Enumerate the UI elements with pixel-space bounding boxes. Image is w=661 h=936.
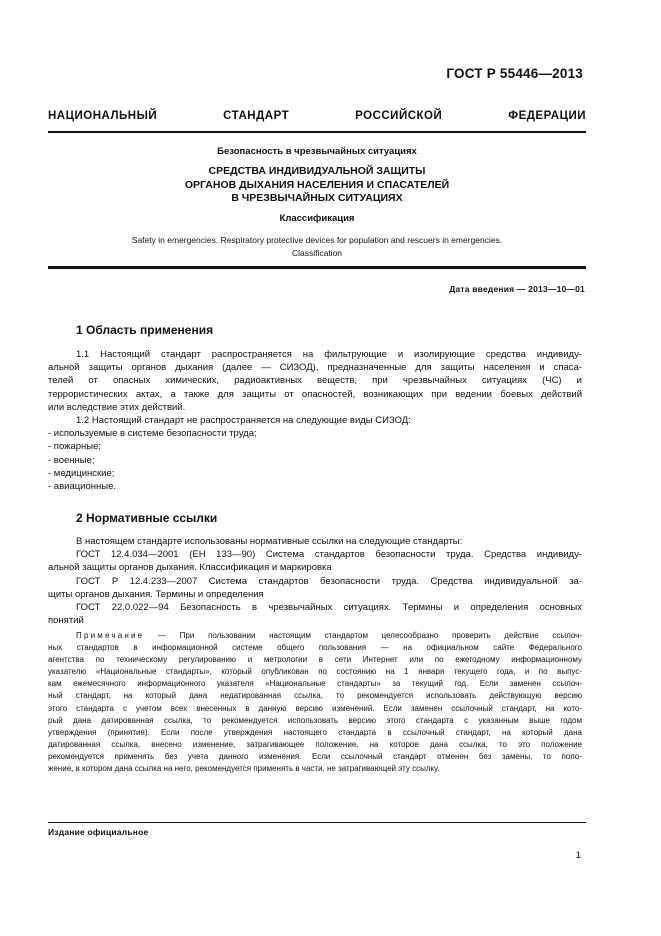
text-line: телей от опасных химических, радиоактивных веществ, при чрезвычайных ситуациях (ЧС) и	[48, 375, 582, 387]
list-item: - военные;	[48, 454, 95, 466]
note-line: ных стандартов в информационной системе общего пользования — на официальном сайте Федерального	[48, 643, 582, 653]
reference-line: понятий	[48, 615, 84, 627]
note-line: датированная ссылка, внесено изменение, затрагивающее положение, на которое дана ссылка, то это положение	[48, 739, 582, 749]
section-2-references	[48, 535, 582, 627]
top-divider	[48, 131, 586, 133]
section-1-heading: 1 Область применения	[76, 323, 214, 337]
reference-line: ГОСТ Р 12.4.233—2007 Система стандартов безопасности труда. Средства индивидуальной за-	[76, 575, 582, 587]
text-line: 1.1 Настоящий стандарт распространяется на фильтрующие и изолирующие средства индивиду-	[76, 349, 582, 360]
section-1-paragraph-1	[48, 348, 582, 414]
note-line: кам ежемесячного информационного указателя «Национальные стандарты» за текущий год. Если заменен ссылоч-	[48, 679, 582, 689]
official-edition-label: Издание официальное	[48, 827, 149, 837]
text-line: или вследствие этих действий.	[48, 401, 186, 413]
text-line: 1.2 Настоящий стандарт не распространяется на следующие виды СИЗОД:	[76, 415, 411, 426]
reference-line: альной защиты органов дыхания. Классификация и маркировка	[48, 562, 332, 574]
section-2-heading: 2 Нормативные ссылки	[76, 511, 218, 525]
note-line: этого стандарта с учетом всех внесенных в данную версию изменений. Если заменен ссылочный стандарт, на кото-	[48, 703, 582, 713]
national-standard-heading: НАЦИОНАЛЬНЫЙ СТАНДАРТ РОССИЙСКОЙ ФЕДЕРАЦИИ	[48, 110, 586, 122]
title-line: СРЕДСТВА ИНДИВИДУАЛЬНОЙ ЗАЩИТЫ	[208, 165, 426, 177]
document-subtitle: Безопасность в чрезвычайных ситуациях	[217, 146, 417, 157]
title-line: ОРГАНОВ ДЫХАНИЯ НАСЕЛЕНИЯ И СПАСАТЕЛЕЙ	[184, 178, 450, 191]
note-line: рый дана датированная ссылка, то рекомендуется использовать версию этого стандарта с указанным выше годом	[48, 715, 582, 725]
text-line: альной защиты органов дыхания (далее — СИЗОД), предназначенные для защиты населения и спаса-	[48, 362, 582, 374]
note-block	[48, 630, 582, 775]
text-line: террористических актах, а также для защиты от опасностей, возникающих при ведении боевых действий	[48, 388, 582, 400]
note-line: утверждения (принятия). Если после утверждения настоящего стандарта в ссылочный стандарт, на который дана	[48, 727, 582, 737]
english-title	[48, 234, 586, 259]
note-line: рекомендуется применять без учета данного изменения. Если ссылочный стандарт отменен без замены, то поло-	[48, 751, 582, 761]
page-number: 1	[575, 850, 581, 861]
reference-line: ГОСТ 22.0.022—94 Безопасность в чрезвычайных ситуациях. Термины и определения основных	[76, 602, 582, 614]
gost-number: ГОСТ Р 55446—2013	[446, 66, 583, 81]
note-line: агентства по техническому регулированию и метрологии в сети Интернет или по ежегодному информационному	[48, 655, 582, 665]
title-divider	[48, 266, 586, 269]
note-line: указателю «Национальные стандарты», который опубликован по состоянию на 1 января текущего года, и по выпус-	[48, 667, 582, 677]
note-line: ный стандарт, на который дана недатированная ссылка, то рекомендуется использовать действующую версию	[48, 691, 582, 701]
classification-label: Классификация	[279, 213, 355, 224]
note-line: — При пользовании настоящим стандартом целесообразно проверить действие ссылоч-	[144, 631, 582, 640]
list-item: - авиационные.	[48, 481, 116, 493]
introduction-date: Дата введения — 2013—10—01	[449, 284, 585, 294]
section-1-paragraph-2	[48, 414, 582, 493]
text-line: В настоящем стандарте использованы нормативные ссылки на следующие стандарты:	[76, 536, 463, 547]
title-line: В ЧРЕЗВЫЧАЙНЫХ СИТУАЦИЯХ	[231, 192, 403, 204]
document-title	[48, 165, 586, 206]
english-title-line: Classification	[291, 247, 343, 258]
reference-line: ГОСТ 12.4.034—2001 (ЕН 133—90) Система стандартов безопасности труда. Средства индивиду-	[76, 549, 582, 561]
note-label: Примечание	[76, 631, 145, 640]
note-line: жение, в котором дана ссылка на него, рекомендуется применять в части, не затрагивающей эту ссылку.	[48, 764, 440, 774]
english-title-line: Safety in emergencies. Respiratory protective devices for population and rescuers in emergencies.	[131, 235, 503, 245]
list-item: - используемые в системе безопасности труда;	[48, 428, 257, 440]
reference-line: щиты органов дыхания. Термины и определения	[48, 588, 264, 600]
footer-divider	[48, 822, 586, 823]
list-item: - медицинские;	[48, 467, 115, 479]
list-item: - пожарные;	[48, 441, 102, 453]
